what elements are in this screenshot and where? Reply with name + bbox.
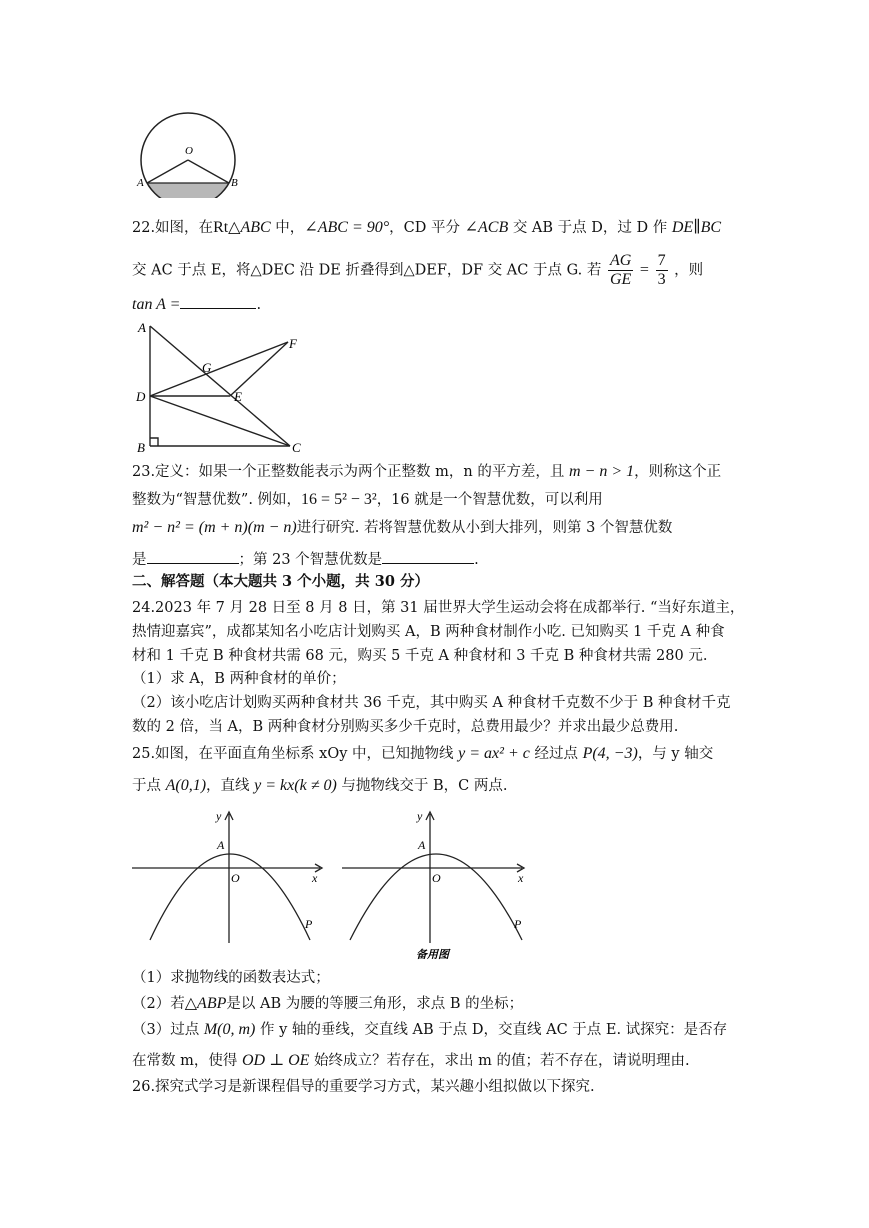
- q23-line3: m² − n² = (m + n)(m − n)进行研究. 若将智慧优数从小到大排列，则第 3 个智慧优数: [132, 519, 673, 536]
- label-y: y: [417, 809, 423, 823]
- section-heading: 二、解答题（本大题共 3 个小题，共 30 分）: [132, 573, 429, 590]
- label-A: A: [138, 320, 146, 335]
- answer-blank-23b[interactable]: [382, 549, 474, 564]
- q25-part3-line1: （3）过点 M(0, m) 作 y 轴的垂线，交直线 AB 于点 D，交直线 AC 于点 E. 试探究：是否存: [132, 1021, 728, 1038]
- label-O: O: [432, 871, 441, 885]
- q22-line1: 22.如图，在Rt△ABC 中，∠ABC = 90°，CD 平分 ∠ACB 交 AB 于点 D，过 D 作 DE∥BC: [132, 219, 722, 236]
- figure-caption: 备用图: [416, 948, 449, 961]
- label-B: B: [231, 177, 238, 189]
- label-P: P: [305, 917, 313, 931]
- q25-part3-line2: 在常数 m，使得 OD ⊥ OE 始终成立？若存在，求出 m 的值；若不存在，请说明理由.: [132, 1052, 690, 1069]
- answer-blank-23a[interactable]: [147, 549, 239, 564]
- label-E: E: [234, 389, 242, 404]
- q22-line2: 交 AC 于点 E，将△DEC 沿 DE 折叠得到△DEF，DF 交 AC 于点 G. 若 $\frac{AG}{GE}$ = $\frac{7}{3}$ ，则: [132, 252, 704, 288]
- parabola-figure: [132, 808, 332, 948]
- fraction-ag-ge: $\frac{AG}{GE}$: [609, 252, 632, 288]
- label-x: x: [312, 871, 318, 885]
- q23-line2: 整数为“智慧优数”. 例如，16 = 5² − 3²，16 就是一个智慧优数，可以利用: [132, 491, 603, 508]
- triangle-figure: [132, 318, 312, 458]
- label-P: P: [514, 917, 522, 931]
- label-B: B: [137, 440, 145, 455]
- q24-part2-line2: 数的 2 倍，当 A，B 两种食材分别购买多少千克时，总费用最少？并求出最少总费用.: [132, 719, 679, 735]
- q24-line3: 材和 1 千克 B 种食材共需 68 元，购买 5 千克 A 种食材和 3 千克 B 种食材共需 280 元.: [132, 648, 708, 664]
- label-G: G: [202, 360, 212, 375]
- label-D: D: [136, 389, 146, 404]
- segment-shading: [147, 183, 229, 198]
- label-C: C: [292, 440, 301, 455]
- q24-part2-line1: （2）该小吃店计划购买两种食材共 36 千克，其中购买 A 种食材千克数不少于 B 种食材千克: [132, 695, 731, 711]
- label-F: F: [289, 336, 297, 351]
- q23-line4: 是 ；第 23 个智慧优数是 .: [132, 549, 479, 570]
- answer-blank-22[interactable]: [180, 294, 256, 309]
- label-A: A: [217, 838, 225, 852]
- fraction-7-3: $\frac{7}{3}$: [657, 252, 666, 288]
- label-A: A: [418, 838, 426, 852]
- q25-part2: （2）若△ABP是以 AB 为腰的等腰三角形，求点 B 的坐标；: [132, 995, 524, 1012]
- label-O: O: [231, 871, 240, 885]
- label-A: A: [137, 177, 144, 189]
- label-y: y: [216, 809, 222, 823]
- q25-line2: 于点 A(0,1)，直线 y = kx(k ≠ 0) 与抛物线交于 B，C 两点.: [132, 777, 508, 794]
- q24-line1: 24.2023 年 7 月 28 日至 8 月 8 日，第 31 届世界大学生运动会将在成都举行. “当好东道主，: [132, 600, 745, 616]
- q24-part1: （1）求 A，B 两种食材的单价；: [132, 671, 346, 687]
- q25-line1: 25.如图，在平面直角坐标系 xOy 中，已知抛物线 y = ax² + c 经过点 P(4, −3)，与 y 轴交: [132, 745, 714, 762]
- q22-line3: tan A = .: [132, 296, 262, 313]
- label-x: x: [518, 871, 524, 885]
- q23-line1: 23.定义：如果一个正整数能表示为两个正整数 m，n 的平方差，且 m − n > 1，则称这个正: [132, 463, 722, 480]
- q24-line2: 热情迎嘉宾”，成都某知名小吃店计划购买 A，B 两种食材制作小吃. 已知购买 1 千克 A 种食: [132, 624, 725, 640]
- q26-line1: 26.探究式学习是新课程倡导的重要学习方式，某兴趣小组拟做以下探究.: [132, 1079, 595, 1095]
- parabola-figure-spare: [342, 808, 542, 964]
- label-O: O: [185, 145, 193, 157]
- q25-part1: （1）求抛物线的函数表达式；: [132, 970, 330, 986]
- circle-figure: [135, 108, 245, 198]
